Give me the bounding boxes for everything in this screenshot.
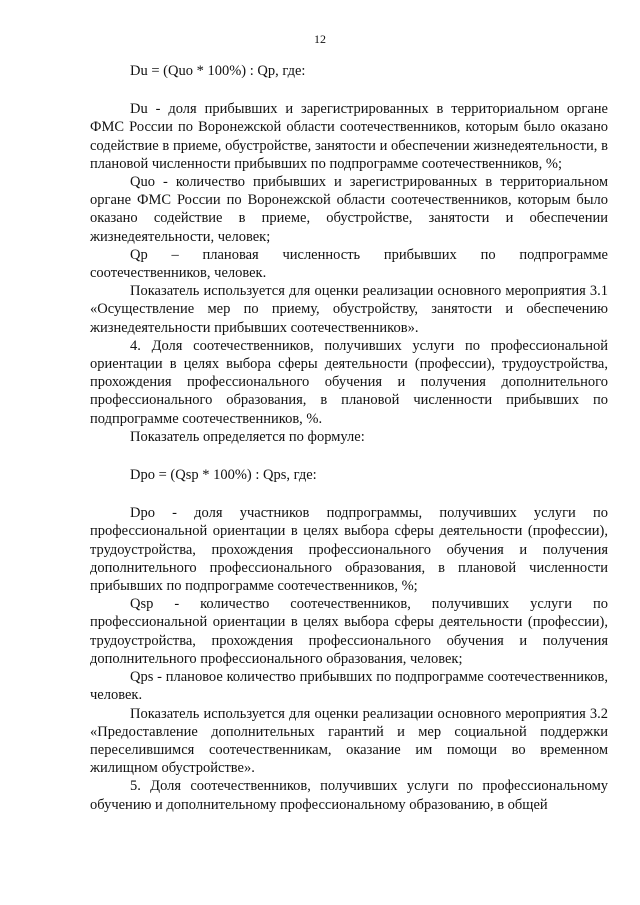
page-number: 12 (314, 32, 326, 46)
document-body (90, 62, 608, 814)
formula-dpo: Dpo = (Qsp * 100%) : Qps, где: (130, 467, 317, 484)
item-4-paragraph: 4. Доля соотечественников, получивших услуги по профессиональной ориентации в целях выбора сферы деятельности (профессии), трудоустройства, прохождения профессионального обучения и получения дополнительного профессионального образования, в плановой численности прибывших по подпрограмме соотечественников, %. (90, 337, 608, 427)
definition-quo: Quo - количество прибывших и зарегистрированных в территориальном органе ФМС России по Воронежской области соотечественников, которым было оказано содействие в приеме, обустройстве, занятости и обеспечении жизнедеятельности, человек; (90, 174, 608, 245)
definition-dpo: Dpo - доля участников подпрограммы, получивших услуги по профессиональной ориентации в целях выбора сферы деятельности (профессии), трудоустройства, прохождения профессионального обучения и получения дополнительного профессионального образования, в плановой численности прибывших по подпрограмме соотечественников, %; (90, 505, 608, 595)
indicator-usage-3-1: Показатель используется для оценки реализации основного мероприятия 3.1 «Осуществление мер по приему, обустройству, занятости и обеспечению жизнедеятельности прибывших соотечественников». (90, 283, 608, 336)
definition-qsp: Qsp - количество соотечественников, получивших услуги по профессиональной ориентации в целях выбора сферы деятельности (профессии), трудоустройства, прохождения профессионального обучения и получения дополнительного профессионального образования, человек; (90, 596, 608, 667)
indicator-usage-3-2: Показатель используется для оценки реализации основного мероприятия 3.2 «Предоставление дополнительных гарантий и мер социальной поддержки переселившимся соотечественникам, оказание им помощи во временном жилищном обустройстве». (90, 705, 608, 777)
definition-qp: Qp – плановая численность прибывших по подпрограмме соотечественников, человек. (90, 246, 608, 282)
definition-du: Du - доля прибывших и зарегистрированных в территориальном органе ФМС России по Воронежской области соотечественников, которым было оказано содействие в приеме, обустройстве, занятости и обеспечении жизнедеятельности, в плановой численности прибывших по подпрограмме соотечественников, %; (90, 101, 608, 172)
item-5-paragraph: 5. Доля соотечественников, получивших услуги по профессиональному обучению и дополнительному профессиональному образованию, в общей (90, 778, 608, 813)
definition-qps: Qps - плановое количество прибывших по подпрограмме соотечественников, человек. (90, 669, 608, 704)
formula-intro: Показатель определяется по формуле: (130, 428, 365, 445)
formula-du: Du = (Quo * 100%) : Qp, где: (130, 63, 306, 79)
